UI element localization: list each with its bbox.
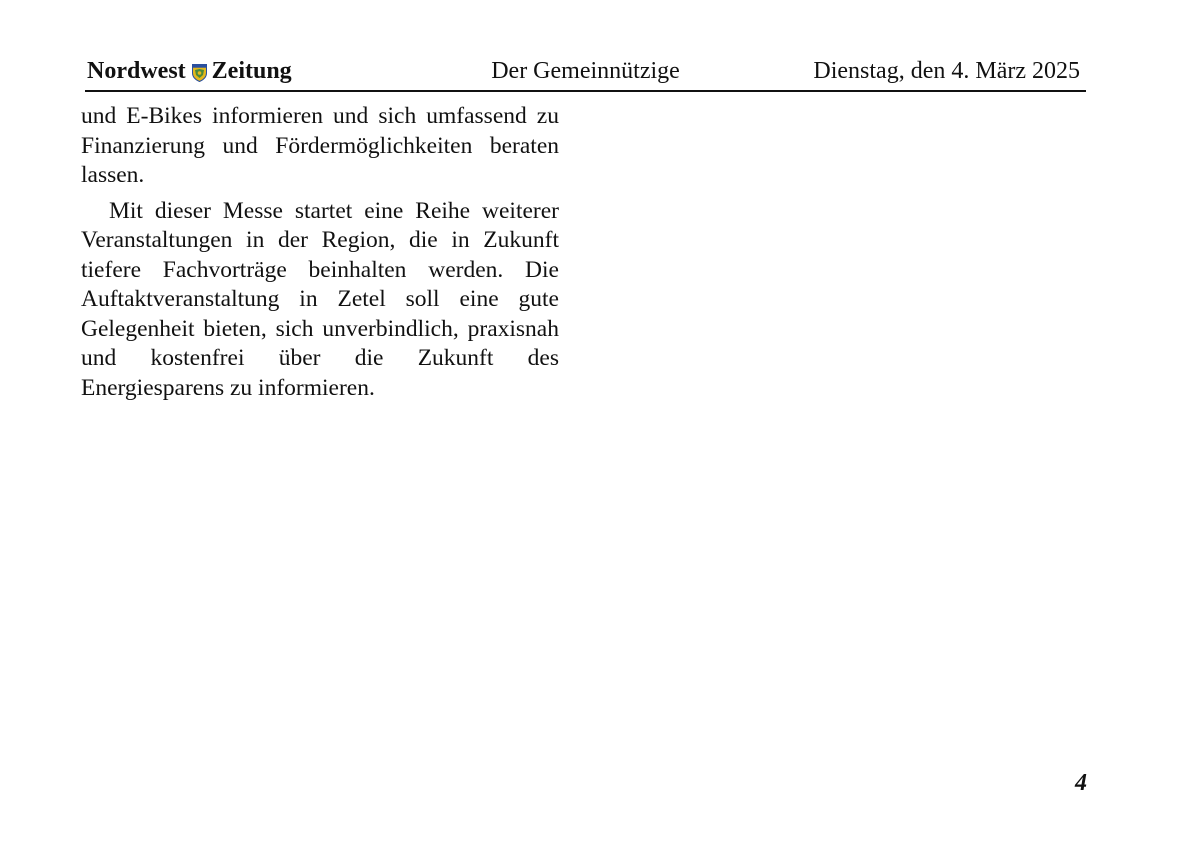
edition-title: Der Gemeinnützige (491, 58, 680, 84)
coat-of-arms-icon (192, 64, 207, 82)
masthead (87, 58, 292, 85)
issue-date: Dienstag, den 4. März 2025 (813, 58, 1080, 84)
masthead-left: Nordwest (87, 58, 186, 84)
page-header (85, 56, 1086, 92)
article-column (81, 102, 559, 403)
page-number: 4 (1075, 770, 1087, 796)
masthead-right: Zeitung (211, 58, 292, 84)
article-paragraph: Mit dieser Messe startet eine Reihe weiterer Veranstaltungen in der Region, die in Zukunft tiefere Fachvorträge beinhalten werden. Die Auftaktveranstaltung in Zetel soll eine gute Gelegenheit bieten, sich unverbindlich, praxisnah und kostenfrei über die Zukunft des Energiesparens zu informieren. (81, 197, 559, 401)
article-paragraph: und E-Bikes informieren und sich umfassend zu Finanzierung und Fördermöglichkeiten beraten lassen. (81, 103, 559, 188)
